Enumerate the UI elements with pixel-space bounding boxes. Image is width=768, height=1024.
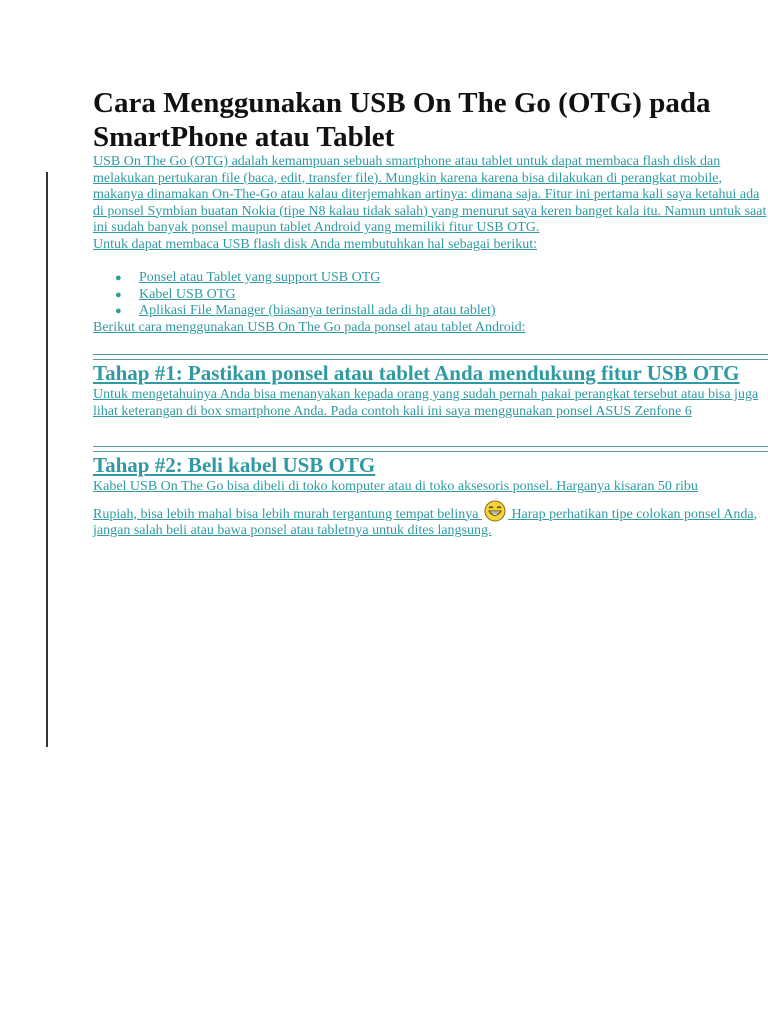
bullet-icon: ● <box>115 305 122 317</box>
list-item[interactable] <box>115 303 768 320</box>
step2-heading[interactable]: Tahap #2: Beli kabel USB OTG <box>93 453 376 477</box>
steps-intro[interactable]: Berikut cara menggunakan USB On The Go pada ponsel atau tablet Android: <box>93 319 526 335</box>
step1-heading[interactable]: Tahap #1: Pastikan ponsel atau tablet Anda mendukung fitur USB OTG <box>93 361 740 385</box>
bullet-icon: ● <box>115 288 122 301</box>
step2-body-line1[interactable]: Kabel USB On The Go bisa dibeli di toko komputer atau di toko aksesoris ponsel. Harganya kisaran 50 ribu <box>93 479 698 494</box>
requirements-list <box>115 270 768 320</box>
left-margin-rule <box>46 172 48 747</box>
requirements-intro[interactable]: Untuk dapat membaca USB flash disk Anda membutuhkan hal sebagai berikut: <box>93 236 538 252</box>
bullet-icon: ● <box>115 272 122 284</box>
intro-paragraph[interactable]: USB On The Go (OTG) adalah kemampuan sebuah smartphone atau tablet untuk dapat membaca flash disk dan melakukan pertukaran file (baca, edit, transfer file). Mungkin karena karena bisa dilakukan di perangkat mobile, makanya dinamakan On-The-Go atau kalau diterjemahkan artinya: dimana saja. Fitur ini pertama kali saya ketahui ada di ponsel Symbian buatan Nokia (tipe N8 kalau tidak salah) yang menurut saya keren banget kala itu. Namun untuk saat ini sudah banyak ponsel maupun tablet Android yang memiliki fitur USB OTG. <box>93 154 767 235</box>
list-item[interactable] <box>115 270 768 287</box>
step2-body-after-emoji[interactable]: Harap perhatikan tipe colokan ponsel Anda, jangan salah beli atau bawa ponsel atau tabletnya untuk dites langsung. <box>93 506 758 538</box>
list-item-text[interactable]: Aplikasi File Manager (biasanya terinstall ada di hp atau tablet) <box>139 303 496 318</box>
step2-body-line2[interactable] <box>93 500 768 540</box>
article-content <box>93 86 768 540</box>
step2-body[interactable] <box>93 479 768 540</box>
section-divider <box>93 354 768 360</box>
laughing-face-icon <box>484 500 506 522</box>
section-divider <box>93 446 768 452</box>
step1-body[interactable]: Untuk mengetahuinya Anda bisa menanyakan kepada orang yang sudah pernah pakai perangkat tersebut atau bisa juga lihat keterangan di box smartphone Anda. Pada contoh kali ini saya menggunakan ponsel ASUS Zenfone 6 <box>93 387 759 419</box>
list-item-text[interactable]: Ponsel atau Tablet yang support USB OTG <box>139 270 381 285</box>
step2-body-before-emoji[interactable]: Rupiah, bisa lebih mahal bisa lebih murah tergantung tempat belinya <box>93 506 482 522</box>
list-item-text[interactable]: Kabel USB OTG <box>139 286 236 302</box>
article-title: Cara Menggunakan USB On The Go (OTG) pada SmartPhone atau Tablet <box>93 87 711 153</box>
list-item[interactable] <box>115 287 768 304</box>
